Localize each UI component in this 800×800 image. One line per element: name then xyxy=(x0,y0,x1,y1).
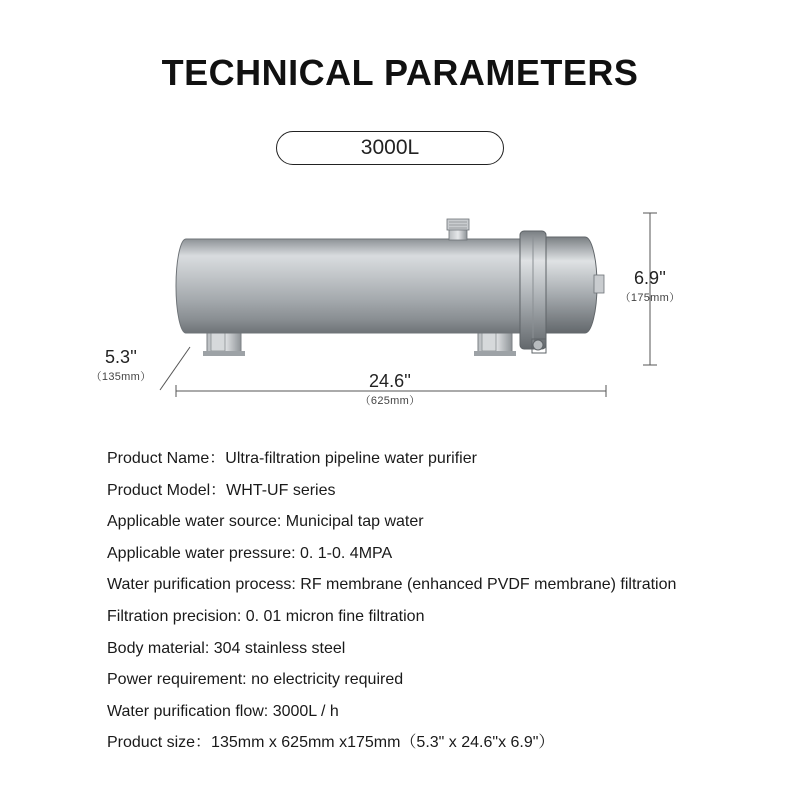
spec-filtration-precision: Filtration precision: 0. 01 micron fine filtration xyxy=(107,607,425,625)
end-cap xyxy=(540,237,597,333)
clamp-ring xyxy=(520,231,546,353)
spec-purification-flow: Water purification flow: 3000L / h xyxy=(107,702,339,720)
spec-water-pressure: Applicable water pressure: 0. 1-0. 4MPA xyxy=(107,544,393,562)
spec-product-model: Product Model：WHT-UF series xyxy=(107,481,336,499)
model-badge: 3000L xyxy=(276,131,504,165)
spec-list xyxy=(107,448,676,764)
outlet-fitting xyxy=(594,275,604,293)
spec-purification-process: Water purification process: RF membrane (enhanced PVDF membrane) filtration xyxy=(107,576,677,594)
width-inch: 5.3'' xyxy=(105,347,137,367)
length-dimension xyxy=(345,371,435,408)
length-mm: （625mm） xyxy=(359,395,421,407)
height-inch: 6.9'' xyxy=(634,268,666,288)
main-tube xyxy=(176,239,525,333)
length-inch: 24.6'' xyxy=(369,371,411,391)
width-mm: （135mm） xyxy=(90,371,152,383)
height-mm: （175mm） xyxy=(619,292,681,304)
spec-power-requirement: Power requirement: no electricity required xyxy=(107,671,404,689)
spec-water-source: Applicable water source: Municipal tap water xyxy=(107,513,424,531)
spec-body-material: Body material: 304 stainless steel xyxy=(107,639,346,657)
height-dimension xyxy=(605,268,695,305)
top-inlet-fitting xyxy=(447,219,469,240)
spec-product-name: Product Name：Ultra-filtration pipeline water purifier xyxy=(107,450,477,467)
width-dimension xyxy=(76,347,166,384)
page-title: TECHNICAL PARAMETERS xyxy=(161,52,639,93)
spec-product-size: Product size：135mm x 625mm x175mm（5.3" x 24.6"x 6.9"） xyxy=(107,734,555,752)
